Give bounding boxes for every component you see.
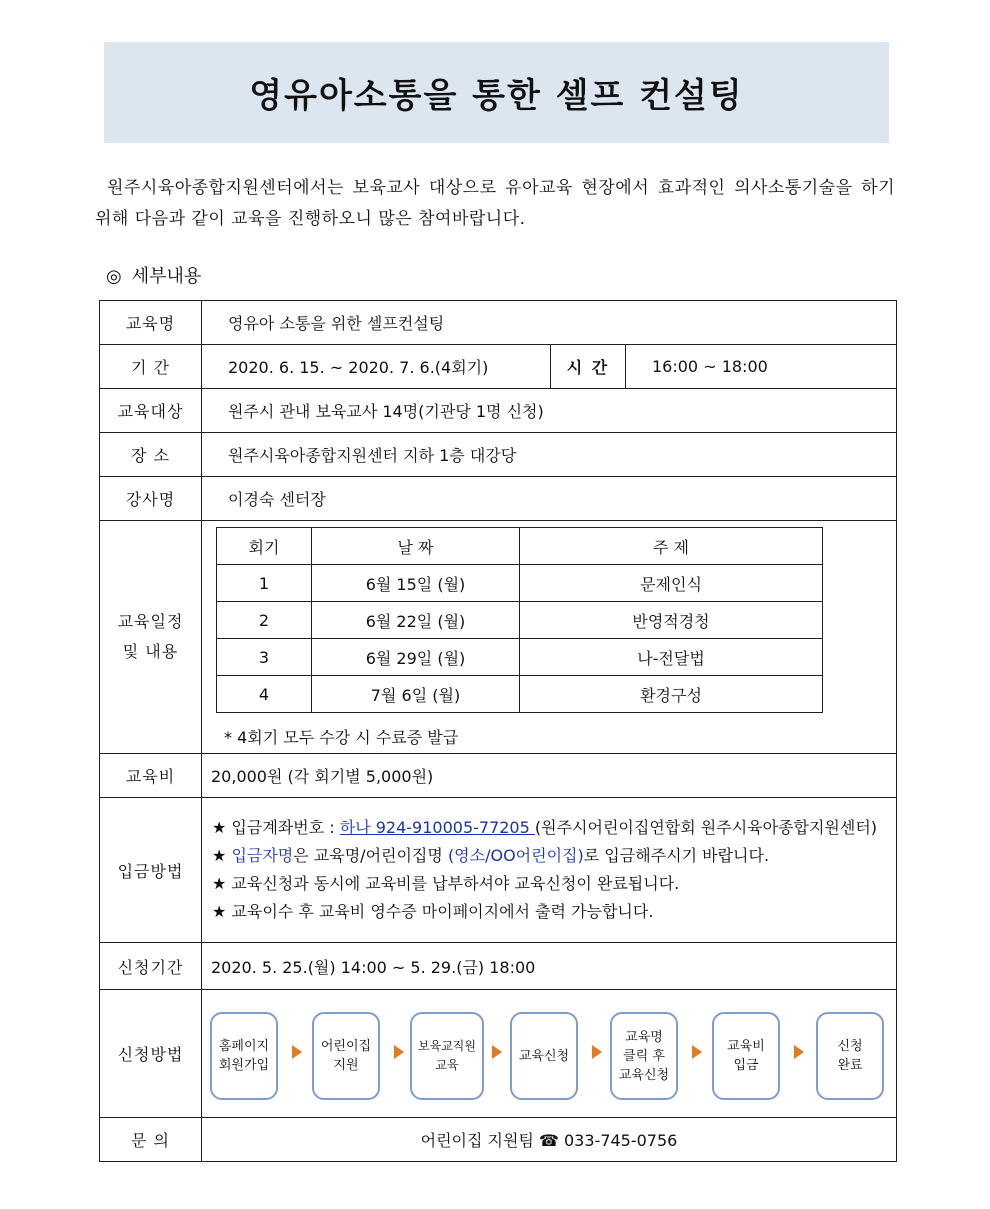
- arrow-right-icon: [692, 1045, 702, 1059]
- payment-line2: [212, 842, 886, 870]
- payment-line1-suffix: (원주시어린이집연합회 원주시육아종합지원센터): [534, 818, 878, 837]
- row-apply-method: [100, 990, 897, 1118]
- target-label: 교육대상: [100, 389, 202, 433]
- row-period: [100, 345, 897, 389]
- step-text: 지원: [333, 1058, 359, 1073]
- payment-line2-prefix: ★: [212, 846, 232, 865]
- details-table: [99, 300, 897, 1162]
- row-instructor: [100, 477, 897, 521]
- session-topic: 문제인식: [520, 565, 823, 602]
- payment-label: 입금방법: [100, 798, 202, 943]
- section-label: 세부내용: [131, 266, 202, 287]
- target-value: 원주시 관내 보육교사 14명(기관당 1명 신청): [202, 389, 897, 433]
- header-topic: 주 제: [520, 528, 823, 565]
- session-topic: 나-전달법: [520, 639, 823, 676]
- row-target: [100, 389, 897, 433]
- schedule-header-row: [217, 528, 823, 565]
- arrow-right-icon: [794, 1045, 804, 1059]
- step-apply-course: [510, 1012, 578, 1100]
- payment-line1-prefix: ★ 입금계좌번호 :: [212, 818, 340, 837]
- table-row: [217, 639, 823, 676]
- schedule-label-line2: 및 내용: [122, 642, 179, 661]
- session-date: 7월 6일 (월): [312, 676, 520, 713]
- payment-line3: ★ 교육신청과 동시에 교육비를 납부하셔야 교육신청이 완료됩니다.: [212, 874, 680, 893]
- bullseye-icon: ◎: [106, 266, 122, 287]
- title-banner: [104, 42, 889, 143]
- session-topic: 환경구성: [520, 676, 823, 713]
- step-text: 어린이집: [320, 1039, 372, 1054]
- row-schedule: [100, 521, 897, 754]
- payment-cell: [202, 798, 897, 943]
- account-link[interactable]: 하나 924-910005-77205: [339, 818, 535, 837]
- table-row: [217, 602, 823, 639]
- row-payment: [100, 798, 897, 943]
- arrow-right-icon: [592, 1045, 602, 1059]
- intro-text: 원주시육아종합지원센터에서는 보육교사 대상으로 유아교육 현장에서 효과적인 의사소통기술을 하기 위해 다음과 같이 교육을 진행하오니 많은 참여바랍니다.: [95, 178, 895, 229]
- step-click-course: [610, 1012, 678, 1100]
- session-date: 6월 15일 (월): [312, 565, 520, 602]
- schedule-table: [216, 527, 823, 713]
- contact-value: 어린이집 지원팀 ☎ 033-745-0756: [202, 1118, 897, 1162]
- step-complete: [816, 1012, 884, 1100]
- session-topic: 반영적경청: [520, 602, 823, 639]
- apply-period-value: 2020. 5. 25.(월) 14:00 ~ 5. 29.(금) 18:00: [202, 943, 897, 990]
- step-text: 입금: [733, 1058, 759, 1073]
- certificate-note: * 4회기 모두 수강 시 수료증 발급: [224, 728, 459, 747]
- payment-line2-suffix: 로 입금해주시기 바랍니다.: [583, 846, 770, 865]
- session-no: 3: [217, 639, 312, 676]
- step-text: 클릭 후: [623, 1048, 665, 1064]
- apply-method-label: 신청방법: [100, 990, 202, 1118]
- instructor-label: 강사명: [100, 477, 202, 521]
- step-text: 회원가입: [218, 1058, 270, 1073]
- period-label: 기 간: [100, 345, 202, 389]
- instructor-value: 이경숙 센터장: [202, 477, 897, 521]
- fee-label: 교육비: [100, 754, 202, 798]
- session-date: 6월 22일 (월): [312, 602, 520, 639]
- row-fee: [100, 754, 897, 798]
- depositor-name-example: (영소/OO어린이집): [447, 846, 584, 865]
- depositor-name-term: 입금자명: [231, 846, 294, 865]
- schedule-label: [100, 521, 202, 754]
- step-text: 교육비: [727, 1039, 765, 1054]
- apply-period-label: 신청기간: [100, 943, 202, 990]
- payment-line1: [212, 814, 886, 842]
- schedule-cell: [202, 521, 897, 754]
- contact-label: 문 의: [100, 1118, 202, 1162]
- apply-method-cell: [202, 990, 897, 1118]
- step-daycare-support: [312, 1012, 380, 1100]
- course-name-label: 교육명: [100, 301, 202, 345]
- step-text: 홈페이지: [218, 1039, 270, 1054]
- arrow-right-icon: [292, 1045, 302, 1059]
- arrow-right-icon: [492, 1045, 502, 1059]
- step-text: 보육교직원: [418, 1039, 476, 1053]
- section-heading: [106, 262, 201, 288]
- row-course-name: [100, 301, 897, 345]
- session-date: 6월 29일 (월): [312, 639, 520, 676]
- step-pay-fee: [712, 1012, 780, 1100]
- row-place: [100, 433, 897, 477]
- step-signup: [210, 1012, 278, 1100]
- step-text: 완료: [837, 1058, 863, 1073]
- payment-line2-mid: 은 교육명/어린이집명: [293, 846, 448, 865]
- place-label: 장 소: [100, 433, 202, 477]
- schedule-label-line1: 교육일정: [117, 612, 184, 631]
- payment-line4: ★ 교육이수 후 교육비 영수증 마이페이지에서 출력 가능합니다.: [212, 902, 654, 921]
- page-title: 영유아소통을 통한 셀프 컨설팅: [249, 76, 744, 116]
- row-apply-period: [100, 943, 897, 990]
- period-value: 2020. 6. 15. ~ 2020. 7. 6.(4회기): [202, 345, 551, 389]
- course-name-value: 영유아 소통을 위한 셀프컨설팅: [202, 301, 897, 345]
- step-text: 신청: [837, 1039, 863, 1054]
- fee-value: 20,000원 (각 회기별 5,000원): [202, 754, 897, 798]
- table-row: [217, 676, 823, 713]
- time-value: 16:00 ~ 18:00: [626, 345, 897, 389]
- header-session: 회기: [217, 528, 312, 565]
- step-text: 교육명: [625, 1029, 663, 1045]
- table-row: [217, 565, 823, 602]
- session-no: 4: [217, 676, 312, 713]
- intro-paragraph: [95, 173, 895, 235]
- place-value: 원주시육아종합지원센터 지하 1층 대강당: [202, 433, 897, 477]
- arrow-right-icon: [394, 1045, 404, 1059]
- row-contact: [100, 1118, 897, 1162]
- step-text: 교육: [435, 1058, 459, 1072]
- step-text: 교육신청: [618, 1067, 670, 1083]
- session-no: 2: [217, 602, 312, 639]
- session-no: 1: [217, 565, 312, 602]
- application-flow: [202, 990, 896, 1117]
- time-label: 시 간: [551, 345, 626, 389]
- step-text: 교육신청: [518, 1048, 570, 1064]
- header-date: 날 짜: [312, 528, 520, 565]
- step-staff-education: [410, 1012, 484, 1100]
